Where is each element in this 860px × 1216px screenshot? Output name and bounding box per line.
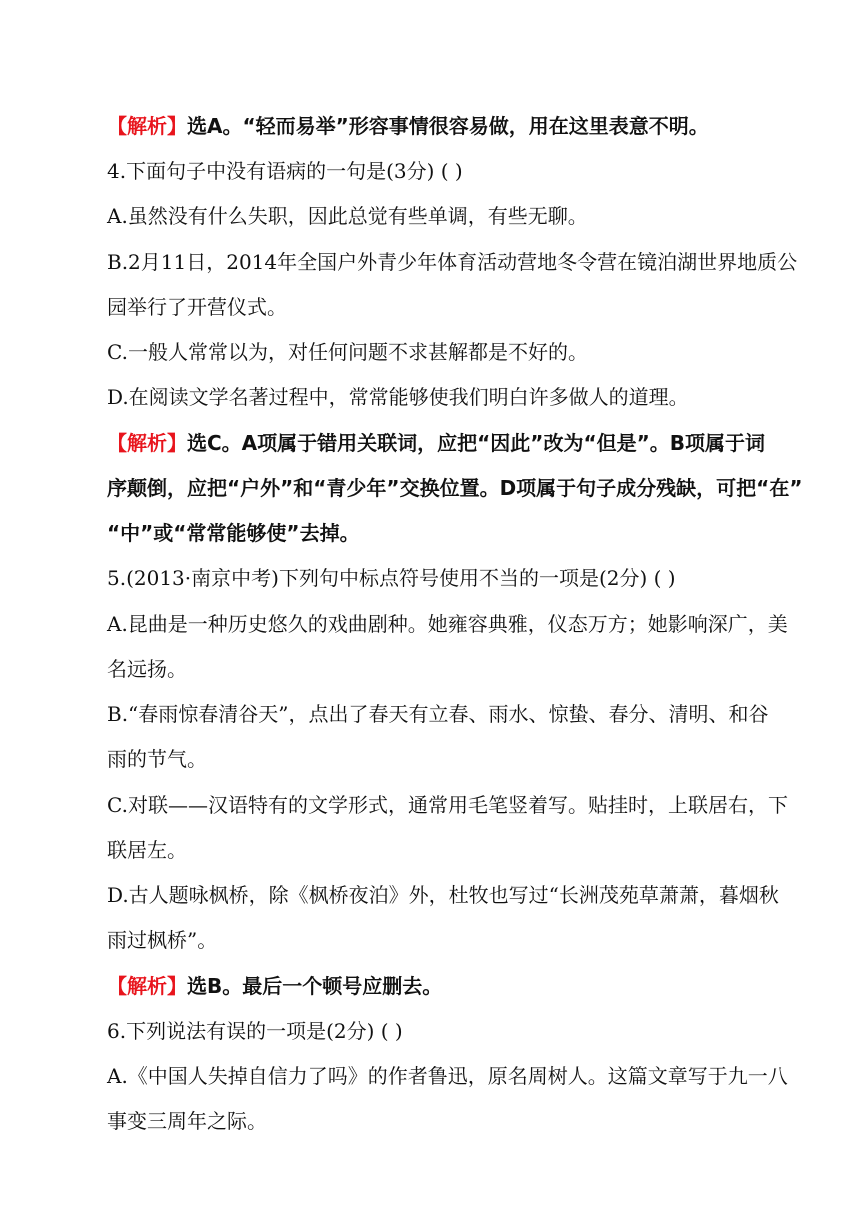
question-5-option-a-line-2: 名远扬。 — [107, 657, 187, 681]
analysis-tag: 【解析】 — [107, 974, 187, 998]
question-4-option-c: C.一般人常常以为，对任何问题不求甚解都是不好的。 — [107, 340, 588, 364]
analysis-text: 选B。最后一个顿号应删去。 — [187, 974, 443, 998]
question-5-option-c-line-1: C.对联——汉语特有的文学形式，通常用毛笔竖着写。贴挂时，上联居右，下 — [107, 793, 788, 817]
question-4-option-a: A.虽然没有什么失职，因此总觉有些单调，有些无聊。 — [107, 204, 588, 228]
answer-analysis-4-line-2: 序颠倒，应把“户外”和“青少年”交换位置。D项属于句子成分残缺，可把“在” — [107, 476, 803, 500]
answer-analysis-3 — [107, 111, 787, 141]
question-6: 6.下列说法有误的一项是(2分) ( ) — [107, 1019, 403, 1043]
question-6-option-a-line-1: A.《中国人失掉自信力了吗》的作者鲁迅，原名周树人。这篇文章写于九一八 — [107, 1064, 788, 1088]
analysis-tag: 【解析】 — [107, 431, 187, 455]
question-4-option-b-line-2: 园举行了开营仪式。 — [107, 295, 287, 319]
analysis-text: 选C。A项属于错用关联词，应把“因此”改为“但是”。B项属于词 — [187, 431, 765, 455]
question-5-option-d-line-2: 雨过枫桥”。 — [107, 928, 218, 952]
answer-analysis-4-line-1 — [107, 428, 787, 458]
answer-analysis-4-line-3: “中”或“常常能够使”去掉。 — [107, 521, 360, 545]
answer-analysis-5 — [107, 971, 787, 1001]
analysis-text: 选A。“轻而易举”形容事情很容易做，用在这里表意不明。 — [187, 114, 709, 138]
question-4: 4.下面句子中没有语病的一句是(3分) ( ) — [107, 159, 463, 183]
question-6-option-a-line-2: 事变三周年之际。 — [107, 1109, 267, 1133]
question-4-option-d: D.在阅读文学名著过程中，常常能够使我们明白许多做人的道理。 — [107, 385, 689, 409]
question-5: 5.(2013·南京中考)下列句中标点符号使用不当的一项是(2分) ( ) — [107, 566, 676, 590]
question-5-option-b-line-1: B.“春雨惊春清谷天”，点出了春天有立春、雨水、惊蛰、春分、清明、和谷 — [107, 702, 769, 726]
analysis-tag: 【解析】 — [107, 114, 187, 138]
question-5-option-b-line-2: 雨的节气。 — [107, 747, 207, 771]
question-4-option-b-line-1: B.2月11日，2014年全国户外青少年体育活动营地冬令营在镜泊湖世界地质公 — [107, 250, 798, 274]
question-5-option-c-line-2: 联居左。 — [107, 838, 187, 862]
question-5-option-d-line-1: D.古人题咏枫桥，除《枫桥夜泊》外，杜牧也写过“长洲茂苑草萧萧，暮烟秋 — [107, 883, 779, 907]
question-5-option-a-line-1: A.昆曲是一种历史悠久的戏曲剧种。她雍容典雅，仪态万方；她影响深广，美 — [107, 612, 788, 636]
